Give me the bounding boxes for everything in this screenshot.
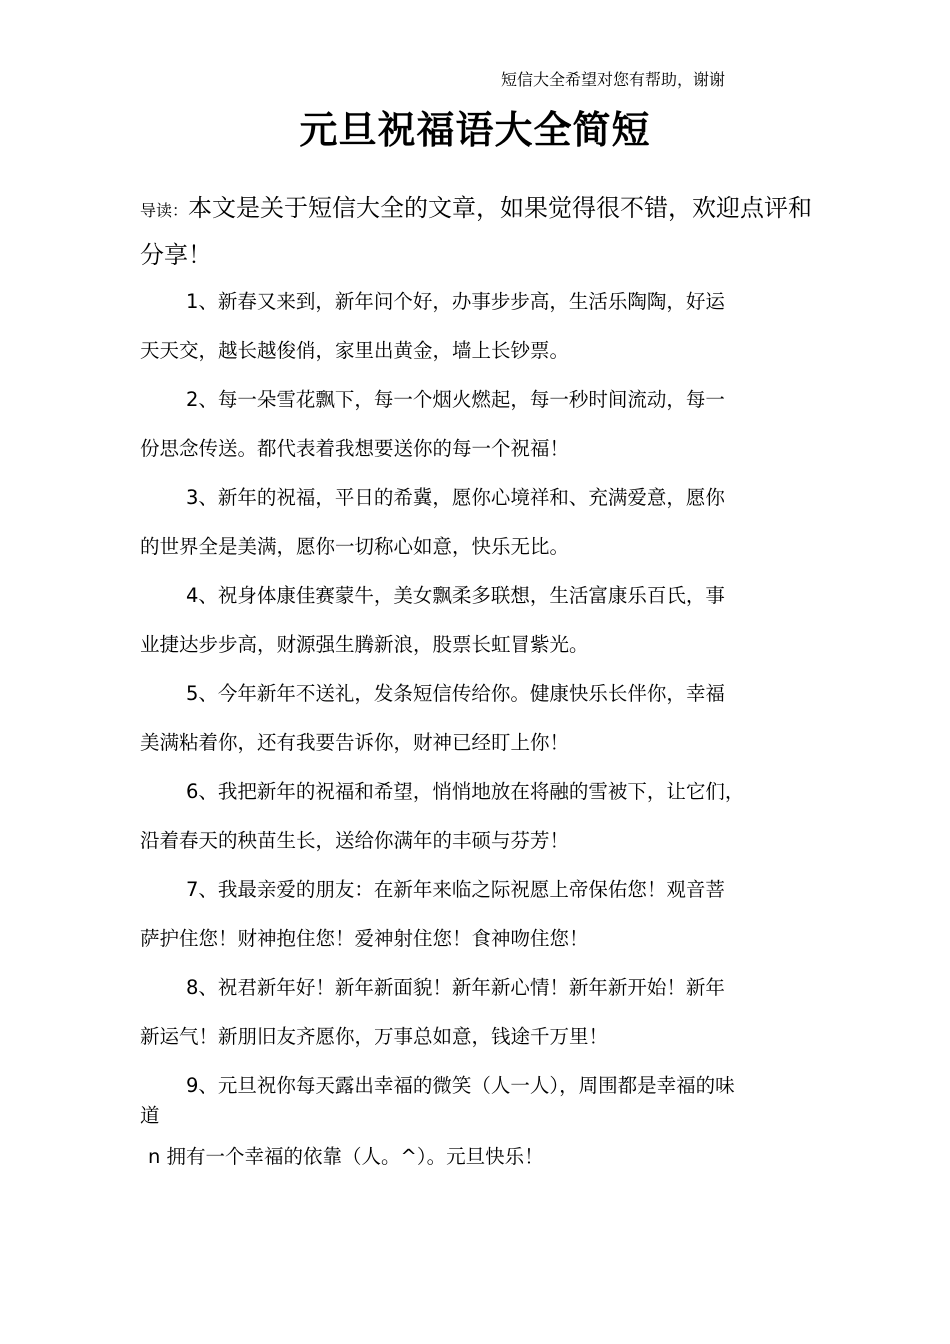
page-title: 元旦祝福语大全简短 <box>299 108 651 152</box>
intro-text: 本文是关于短信大全的文章，如果觉得很不错，欢迎点评和分享！ <box>140 194 813 269</box>
intro-label: 导读： <box>140 201 189 220</box>
item-line-2: 业捷达步步高，财源强生腾新浪，股票长虹冒紫光。 <box>140 633 589 656</box>
item-line-1: 4、祝身体康佳赛蒙牛，美女飘柔多联想，生活富康乐百氏，事 <box>186 584 725 607</box>
list-item <box>140 1061 820 1131</box>
list-item <box>140 963 800 1061</box>
list-item <box>140 473 800 571</box>
list-item <box>140 571 800 669</box>
closing-line: n 拥有一个幸福的依靠（人。^）。元旦快乐！ <box>148 1145 544 1168</box>
item-line-1: 3、新年的祝福，平日的希冀，愿你心境祥和、充满爱意，愿你 <box>186 486 725 509</box>
header-note: 短信大全希望对您有帮助，谢谢 <box>501 70 726 89</box>
item-line-1: 1、新春又来到，新年问个好，办事步步高，生活乐陶陶，好运 <box>186 290 725 313</box>
intro-paragraph <box>140 186 820 277</box>
list-item <box>140 375 800 473</box>
item-line-2: 天天交，越长越俊俏，家里出黄金，墙上长钞票。 <box>140 339 570 362</box>
item-line-1: 6、我把新年的祝福和希望，悄悄地放在将融的雪被下，让它们， <box>186 780 745 803</box>
list-item <box>140 669 800 767</box>
item-line-1: 8、祝君新年好！新年新面貌！新年新心情！新年新开始！新年 <box>186 976 725 999</box>
item-line-2: 萨护住您！财神抱住您！爱神射住您！食神吻住您！ <box>140 927 589 950</box>
item-line-1: 9、元旦祝你每天露出幸福的微笑（人一人），周围都是幸福的味 <box>186 1074 735 1097</box>
item-line-1: 2、每一朵雪花飘下，每一个烟火燃起，每一秒时间流动，每一 <box>186 388 725 411</box>
list-item <box>140 767 820 865</box>
item-line-2: 沿着春天的秧苗生长，送给你满年的丰硕与芬芳！ <box>140 829 570 852</box>
item-line-2: 份思念传送。都代表着我想要送你的每一个祝福！ <box>140 437 570 460</box>
list-item <box>140 277 800 375</box>
item-line-2: 的世界全是美满，愿你一切称心如意，快乐无比。 <box>140 535 570 558</box>
item-line-2: 道 <box>140 1104 160 1127</box>
item-line-1: 7、我最亲爱的朋友：在新年来临之际祝愿上帝保佑您！观音菩 <box>186 878 725 901</box>
item-line-2: 美满粘着你，还有我要告诉你，财神已经盯上你！ <box>140 731 570 754</box>
item-line-1: 5、今年新年不送礼，发条短信传给你。健康快乐长伴你，幸福 <box>186 682 725 705</box>
list-item <box>140 865 800 963</box>
item-line-2: 新运气！新朋旧友齐愿你，万事总如意，钱途千万里！ <box>140 1025 609 1048</box>
